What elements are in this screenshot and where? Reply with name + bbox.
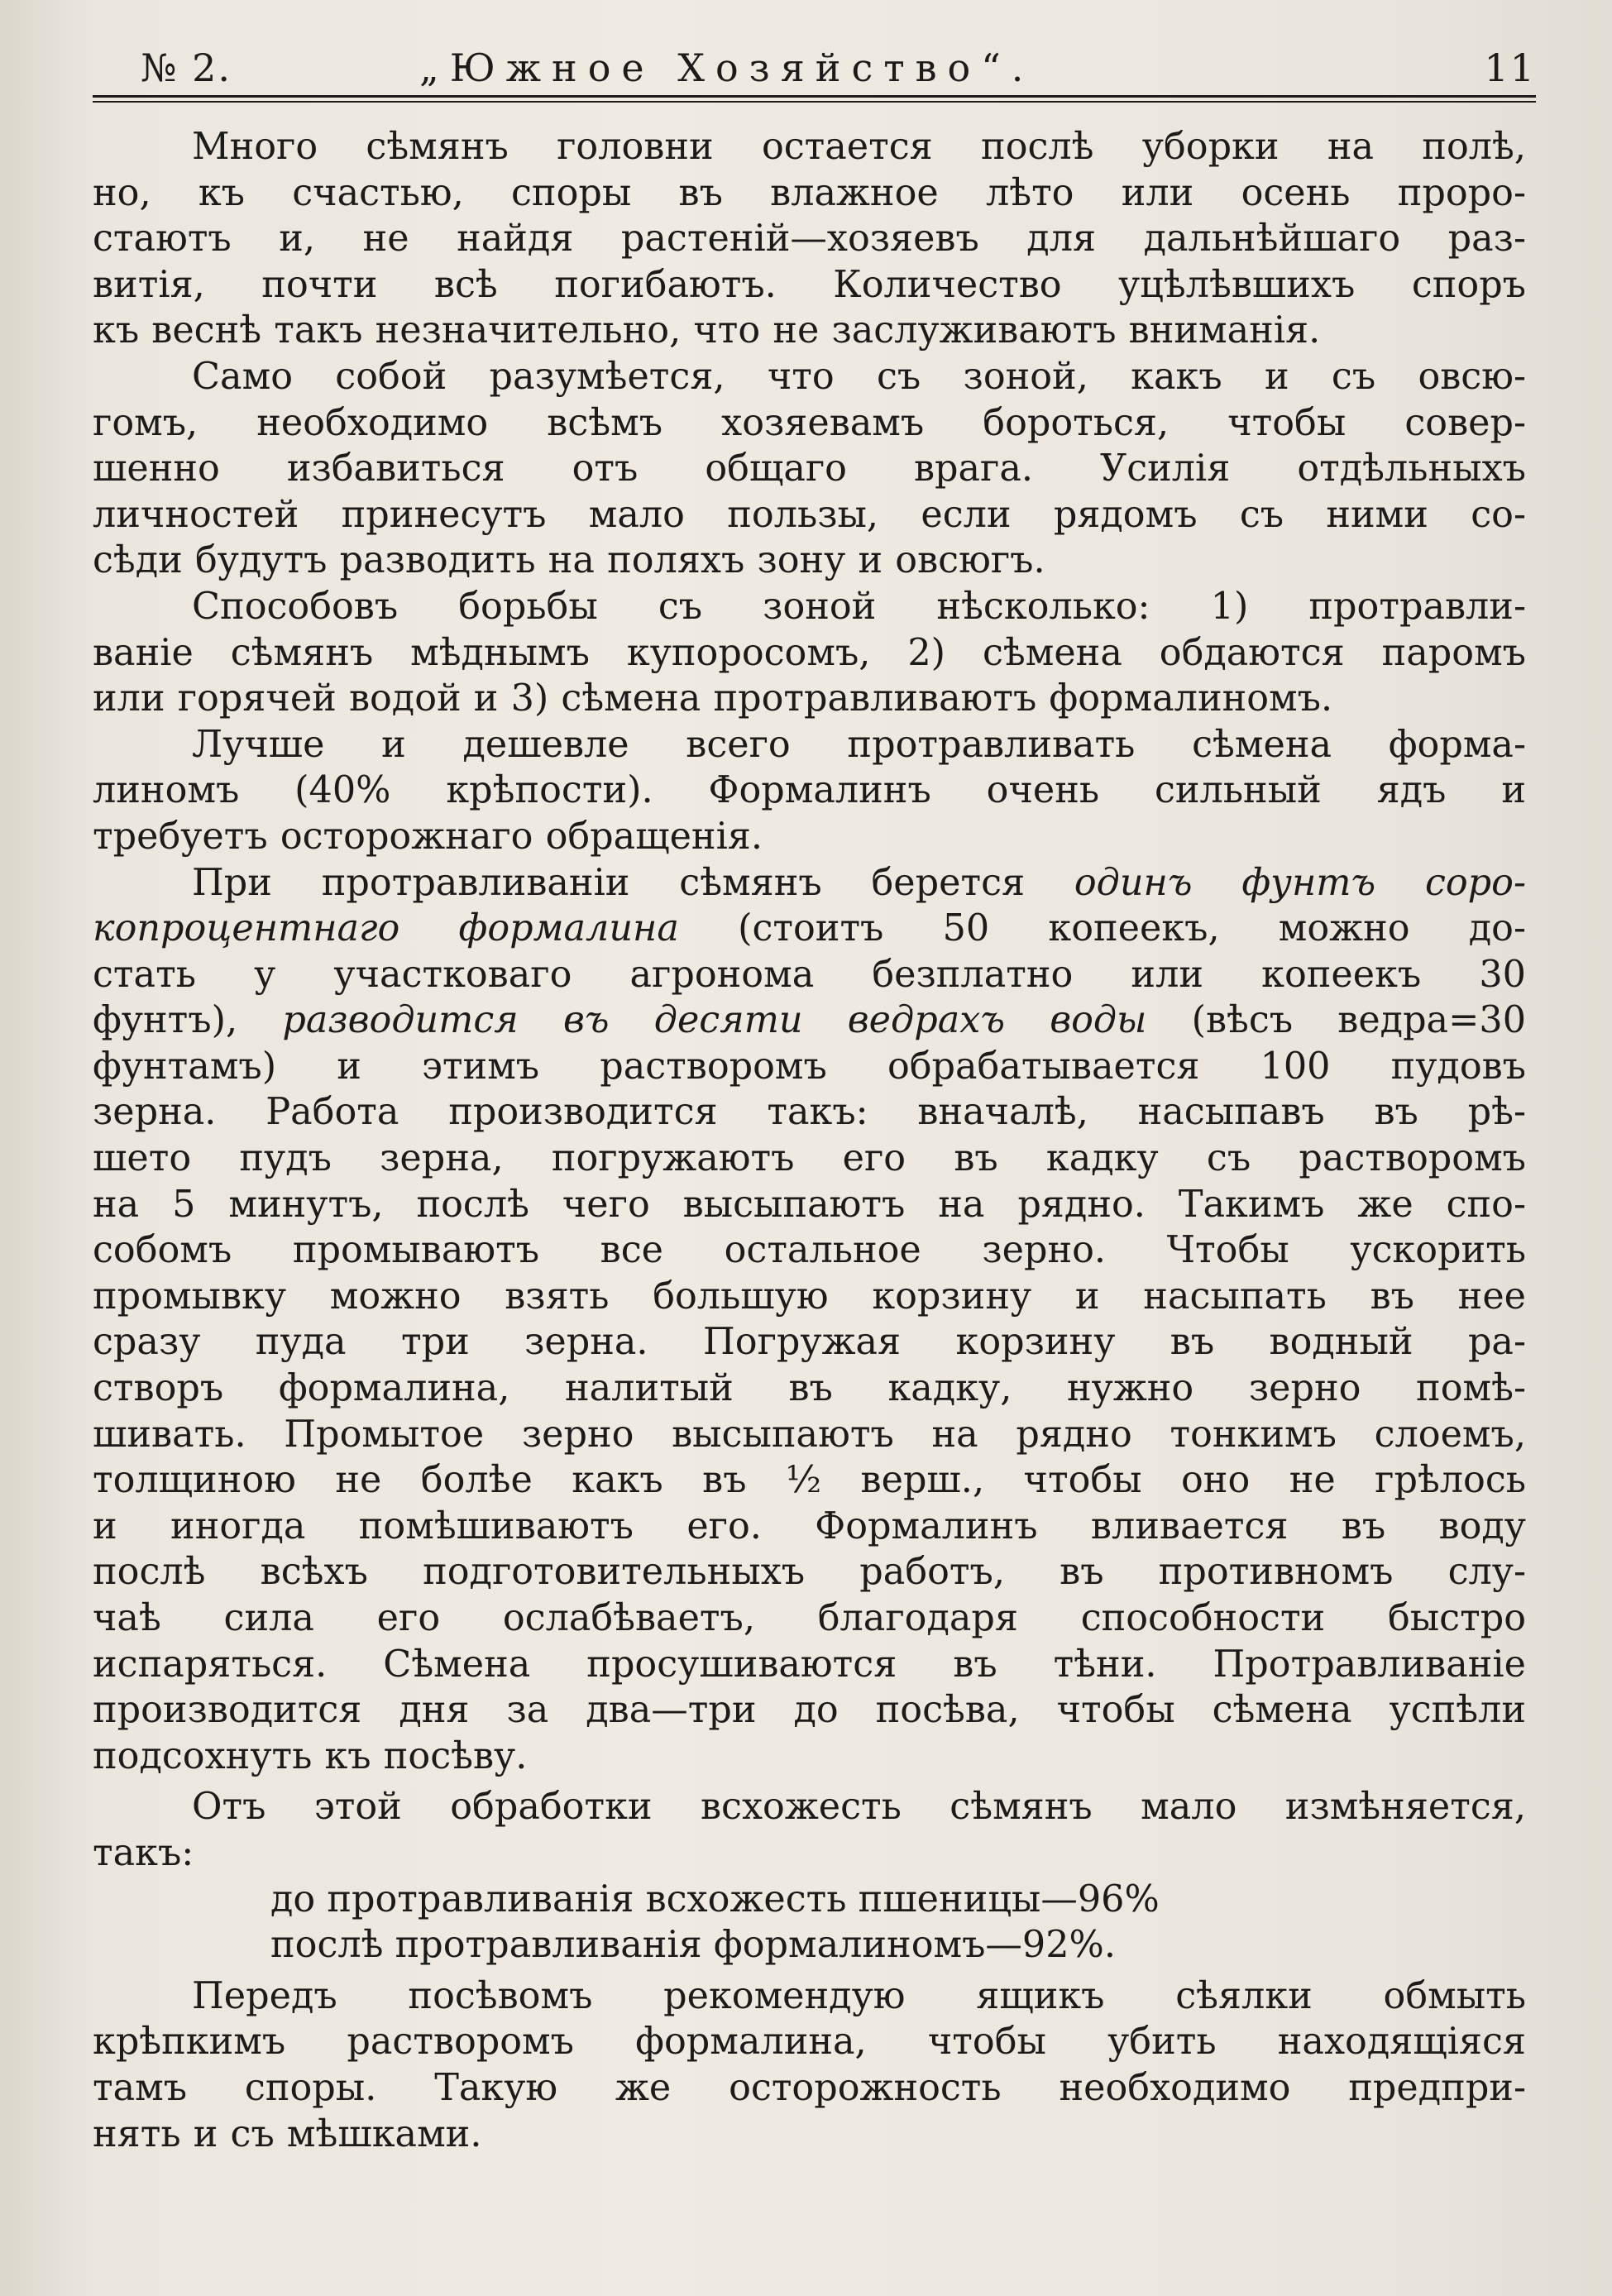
text-line: створъ формалина, налитый въ кадку, нужно зерно помѣ- xyxy=(93,1367,1526,1410)
text-line: тамъ споры. Такую же осторожность необходимо предпри- xyxy=(93,2066,1526,2109)
text-line: ваніе сѣмянъ мѣднымъ купоросомъ, 2) сѣмена обдаются паромъ xyxy=(93,631,1526,674)
text-run: При протравливаніи сѣмянъ берется xyxy=(192,861,1074,904)
stat-after-treatment: послѣ протравливанія формалиномъ—92%. xyxy=(270,1924,1116,1967)
text-line: Лучше и дешевле всего протравливать сѣмена форма- xyxy=(192,723,1526,766)
text-line: витія, почти всѣ погибаютъ. Количество уцѣлѣвшихъ споръ xyxy=(93,263,1526,306)
text-run: (вѣсъ ведра=30 xyxy=(1146,999,1527,1042)
italic-run: копроцентнаго формалина xyxy=(93,907,679,950)
text-line: личностей принесутъ мало пользы, если рядомъ съ ними со- xyxy=(93,493,1526,536)
text-run: фунтъ), xyxy=(93,999,283,1042)
text-line: Передъ посѣвомъ рекомендую ящикъ сѣялки обмыть xyxy=(192,1974,1526,2017)
paragraph-4 xyxy=(93,722,1526,860)
text-line: испаряться. Сѣмена просушиваются въ тѣни. Протравливаніе xyxy=(93,1643,1526,1686)
text-line: Отъ этой обработки всхожесть сѣмянъ мало измѣняется, xyxy=(192,1786,1526,1829)
text-line: сразу пуда три зерна. Погружая корзину въ водный ра- xyxy=(93,1321,1526,1364)
page-number: 11 xyxy=(1484,45,1536,90)
text-line: но, къ счастью, споры въ влажное лѣто или осень проро- xyxy=(93,171,1526,214)
paragraph-1 xyxy=(93,124,1526,354)
paragraph-5 xyxy=(93,860,1526,1780)
germination-stats xyxy=(93,1877,1526,1968)
stat-before-treatment: до протравливанія всхожесть пшеницы—96% xyxy=(270,1877,1160,1921)
text-line: или горячей водой и 3) сѣмена протравливаютъ формалиномъ. xyxy=(93,677,1333,720)
text-line: стаютъ и, не найдя растеній—хозяевъ для дальнѣйшаго раз- xyxy=(93,218,1526,261)
paragraph-7 xyxy=(93,1973,1526,2157)
text-line: къ веснѣ такъ незначительно, что не заслуживаютъ вниманія. xyxy=(93,309,1321,352)
issue-number: № 2. xyxy=(141,45,232,90)
text-line: подсохнуть къ посѣву. xyxy=(93,1734,528,1777)
paragraph-3 xyxy=(93,584,1526,722)
paragraph-2 xyxy=(93,354,1526,584)
text-line: шенно избавиться отъ общаго врага. Усилія отдѣльныхъ xyxy=(93,447,1526,490)
text-line: нять и съ мѣшками. xyxy=(93,2112,482,2155)
running-header xyxy=(93,41,1536,94)
text-line xyxy=(93,860,1526,906)
text-line: Много сѣмянъ головни остается послѣ уборки на полѣ, xyxy=(192,126,1526,168)
paragraph-6 xyxy=(93,1784,1526,1876)
text-line: послѣ всѣхъ подготовительныхъ работъ, въ противномъ слу- xyxy=(93,1551,1526,1594)
text-line: Способовъ борьбы съ зоной нѣсколько: 1) протравли- xyxy=(192,585,1526,628)
header-rule-thin xyxy=(93,101,1536,103)
text-line: чаѣ сила его ослабѣваетъ, благодаря способности быстро xyxy=(93,1597,1526,1639)
header-rule-thick xyxy=(93,95,1536,98)
text-line: гомъ, необходимо всѣмъ хозяевамъ бороться, чтобы совер- xyxy=(93,401,1526,444)
text-line: и иногда помѣшиваютъ его. Формалинъ вливается въ воду xyxy=(93,1504,1526,1547)
article-body xyxy=(93,124,1526,2157)
text-line: линомъ (40% крѣпости). Формалинъ очень сильный ядъ и xyxy=(93,769,1526,812)
text-line: толщиною не болѣе какъ въ ½ верш., чтобы оно не грѣлось xyxy=(93,1459,1526,1502)
text-line: требуетъ осторожнаго обращенія. xyxy=(93,815,763,858)
text-line: на 5 минутъ, послѣ чего высыпаютъ на рядно. Такимъ же спо- xyxy=(93,1183,1526,1226)
text-line: зерна. Работа производится такъ: вначалѣ, насыпавъ въ рѣ- xyxy=(93,1091,1526,1134)
italic-run: одинъ фунтъ соро- xyxy=(1074,861,1526,904)
text-line: сѣди будутъ разводить на поляхъ зону и овсюгъ. xyxy=(93,539,1045,582)
italic-run: разводится въ десяти ведрахъ воды xyxy=(282,999,1147,1042)
text-line xyxy=(93,906,1526,952)
text-line xyxy=(93,997,1526,1044)
text-line: фунтамъ) и этимъ растворомъ обрабатывается 100 пудовъ xyxy=(93,1045,1526,1088)
text-line: промывку можно взять большую корзину и насыпать въ нее xyxy=(93,1275,1526,1318)
text-line: шето пудъ зерна, погружаютъ его въ кадку съ растворомъ xyxy=(93,1137,1526,1180)
text-line: Само собой разумѣется, что съ зоной, какъ и съ овсю- xyxy=(192,355,1526,398)
text-run: (стоитъ 50 копеекъ, можно до- xyxy=(678,907,1526,950)
text-line: собомъ промываютъ все остальное зерно. Чтобы ускорить xyxy=(93,1229,1526,1272)
text-line: такъ: xyxy=(93,1831,194,1874)
text-line: стать у участковаго агронома безплатно или копеекъ 30 xyxy=(93,953,1526,996)
text-line: производится дня за два—три до посѣва, чтобы сѣмена успѣли xyxy=(93,1689,1526,1732)
text-line: крѣпкимъ растворомъ формалина, чтобы убить находящіяся xyxy=(93,2021,1526,2064)
journal-title: „Южное Хозяйство“. xyxy=(419,45,1035,90)
text-line: шивать. Промытое зерно высыпаютъ на рядно тонкимъ слоемъ, xyxy=(93,1413,1526,1456)
